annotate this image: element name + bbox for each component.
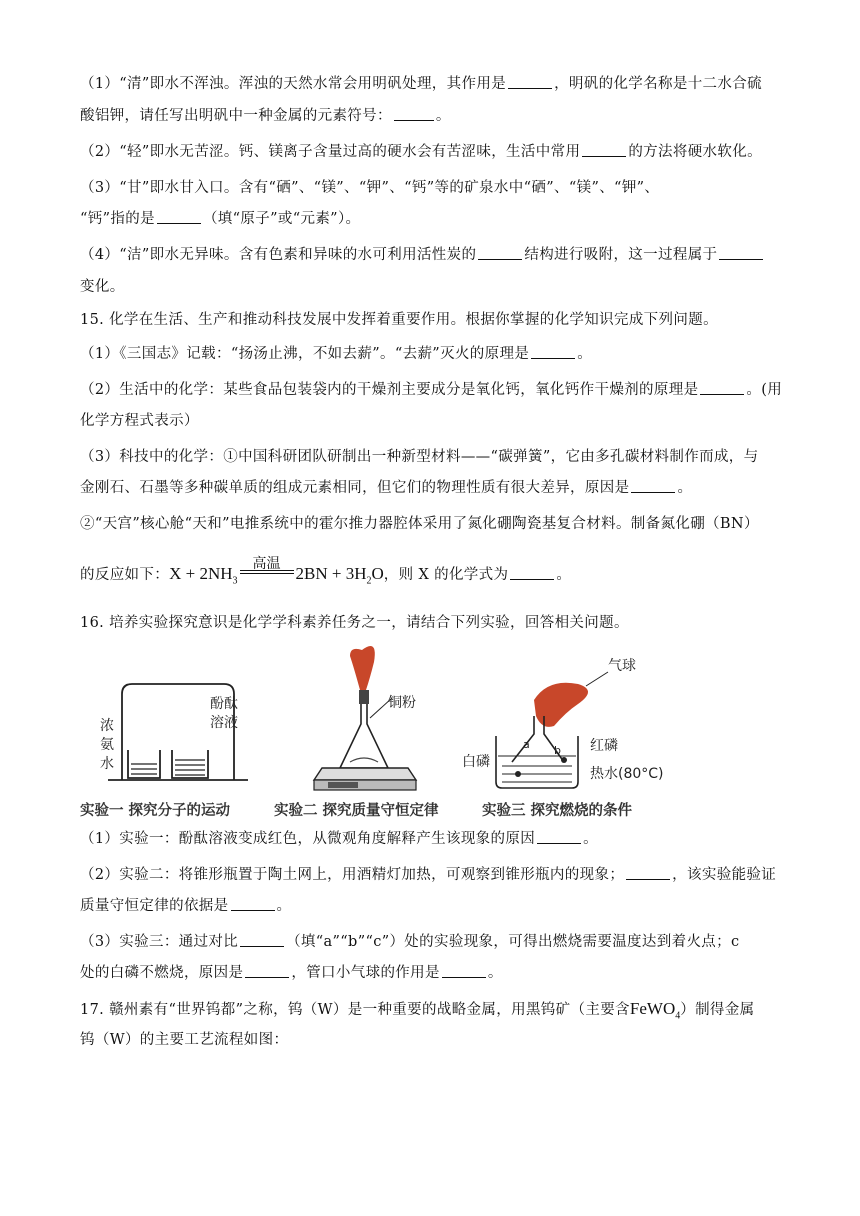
answer-blank[interactable]	[531, 344, 575, 359]
q15-part2-line1: （2）生活中的化学：某些食品包装袋内的干燥剂主要成分是氧化钙，氧化钙作干燥剂的原理是 。(用	[80, 382, 783, 398]
q14-part4-line1: （4）“洁”即水无异味。含有色素和异味的水可利用活性炭的 结构进行吸附，这一过程属于	[80, 245, 785, 265]
q15-part3-line2: 金刚石、石墨等多种碳单质的组成元素相同，但它们的物理性质有很大差异，原因是 。	[80, 480, 693, 496]
q17-stem-line1: 17. 赣州素有“世界钨都”之称，钨（W）是一种重要的战略金属，用黑钨矿（主要含FeWO$_4$）制得金属	[80, 999, 755, 1022]
answer-blank[interactable]	[394, 106, 434, 121]
tungsten-ore-formula: FeWO$_4$	[629, 999, 681, 1022]
experiment-2-caption: 实验二 探究质量守恒定律	[274, 803, 439, 819]
q17-stem-line2: 钨（W）的主要工艺流程如图：	[80, 1032, 289, 1048]
experiment-3-apparatus	[496, 683, 588, 788]
copper-powder-label: 铜粉	[388, 695, 416, 711]
ammonia-label: 浓	[100, 718, 114, 734]
answer-blank[interactable]	[582, 142, 626, 157]
q15-equation-line: 的反应如下：$X + 2NH_3$ 高温 $2BN + 3H_2O$，则 X 的化学式为 。	[80, 556, 572, 587]
q16-part2-line2: 质量守恒定律的依据是 。	[80, 898, 292, 914]
q16-part3-line1: （3）实验三：通过对比 （填“a”“b”“c”）处的实验现象，可得出燃烧需要温度达到着火点；c	[80, 934, 740, 950]
q16-part1: （1）实验一：酚酞溶液变成红色，从微观角度解释产生该现象的原因 。	[80, 831, 598, 847]
q14-part2: （2）“轻”即水无苦涩。钙、镁离子含量过高的硬水会有苦涩味，生活中常用 的方法将硬水软化。	[80, 144, 762, 160]
answer-blank[interactable]	[626, 865, 670, 880]
q14-part1-line1: （1）“清”即水不浑浊。浑浊的天然水常会用明矾处理，其作用是 ，明矾的化学名称是十二水合硫	[80, 76, 762, 92]
answer-blank[interactable]	[240, 932, 284, 947]
q15-part3-line3: ②“天宫”核心舱“天和”电推系统中的霍尔推力器腔体采用了氮化硼陶瓷基复合材料。制备氮化硼（BN）	[80, 516, 759, 532]
reaction-condition: 高温	[238, 575, 296, 579]
answer-blank[interactable]	[719, 245, 763, 260]
q15-part1: （1）《三国志》记载：“扬汤止沸，不如去薪”。“去薪”灭火的原理是 。	[80, 346, 593, 362]
answer-blank[interactable]	[508, 74, 552, 89]
q16-stem: 16. 培养实验探究意识是化学学科素养任务之一，请结合下列实验，回答相关问题。	[80, 615, 629, 631]
answer-blank[interactable]	[157, 209, 201, 224]
q14-part4-line2: 变化。	[80, 279, 125, 295]
q14-part3-line2: “钙”指的是 （填“原子”或“元素”）。	[80, 211, 361, 227]
answer-blank[interactable]	[631, 478, 675, 493]
point-a-label: a	[523, 738, 530, 751]
phenolphthalein-label: 酚酞	[210, 696, 238, 712]
q14-part3-line1: （3）“甘”即水甘入口。含有“硒”、“镁”、“钾”、“钙”等的矿泉水中“硒”、“镁”、“钾”、	[80, 180, 660, 196]
phenolphthalein-label: 溶液	[210, 715, 238, 731]
chemical-equation: $X + 2NH_3$ 高温 $2BN + 3H_2O$	[169, 556, 384, 587]
answer-blank[interactable]	[700, 380, 744, 395]
answer-blank[interactable]	[478, 245, 522, 260]
q15-part3-line1: （3）科技中的化学：①中国科研团队研制出一种新型材料——“碳弹簧”，它由多孔碳材料制作而成，与	[80, 449, 759, 465]
experiment-3-caption: 实验三 探究燃烧的条件	[482, 803, 633, 819]
q14-part1-line2: 酸铝钾，请任写出明矾中一种金属的元素符号： 。	[80, 108, 451, 124]
balloon-label: 气球	[608, 658, 636, 674]
balloon-icon	[350, 646, 375, 690]
point-b-label: b	[554, 744, 561, 757]
answer-blank[interactable]	[245, 963, 289, 978]
experiment-figure	[78, 638, 698, 823]
q15-stem: 15. 化学在生活、生产和推动科技发展中发挥着重要作用。根据你掌握的化学知识完成下列问题。	[80, 312, 718, 328]
ammonia-label: 氨	[100, 737, 114, 753]
answer-blank[interactable]	[537, 829, 581, 844]
q16-part2-line1: （2）实验二：将锥形瓶置于陶土网上，用酒精灯加热，可观察到锥形瓶内的现象； ，该实验能验证	[80, 867, 777, 883]
hot-water-label: 热水(80°C)	[590, 766, 664, 782]
answer-blank[interactable]	[510, 565, 554, 580]
answer-blank[interactable]	[442, 963, 486, 978]
q16-part3-line2: 处的白磷不燃烧，原因是 ，管口小气球的作用是 。	[80, 965, 503, 981]
experiment-2-apparatus	[314, 646, 416, 790]
experiment-1-caption: 实验一 探究分子的运动	[80, 803, 231, 819]
white-phosphorus-label: 白磷	[462, 754, 490, 770]
ammonia-label: 水	[100, 756, 114, 772]
red-phosphorus-label: 红磷	[590, 738, 618, 754]
balloon-icon	[534, 683, 588, 727]
answer-blank[interactable]	[231, 896, 275, 911]
q15-part2-line2: 化学方程式表示）	[80, 413, 199, 429]
